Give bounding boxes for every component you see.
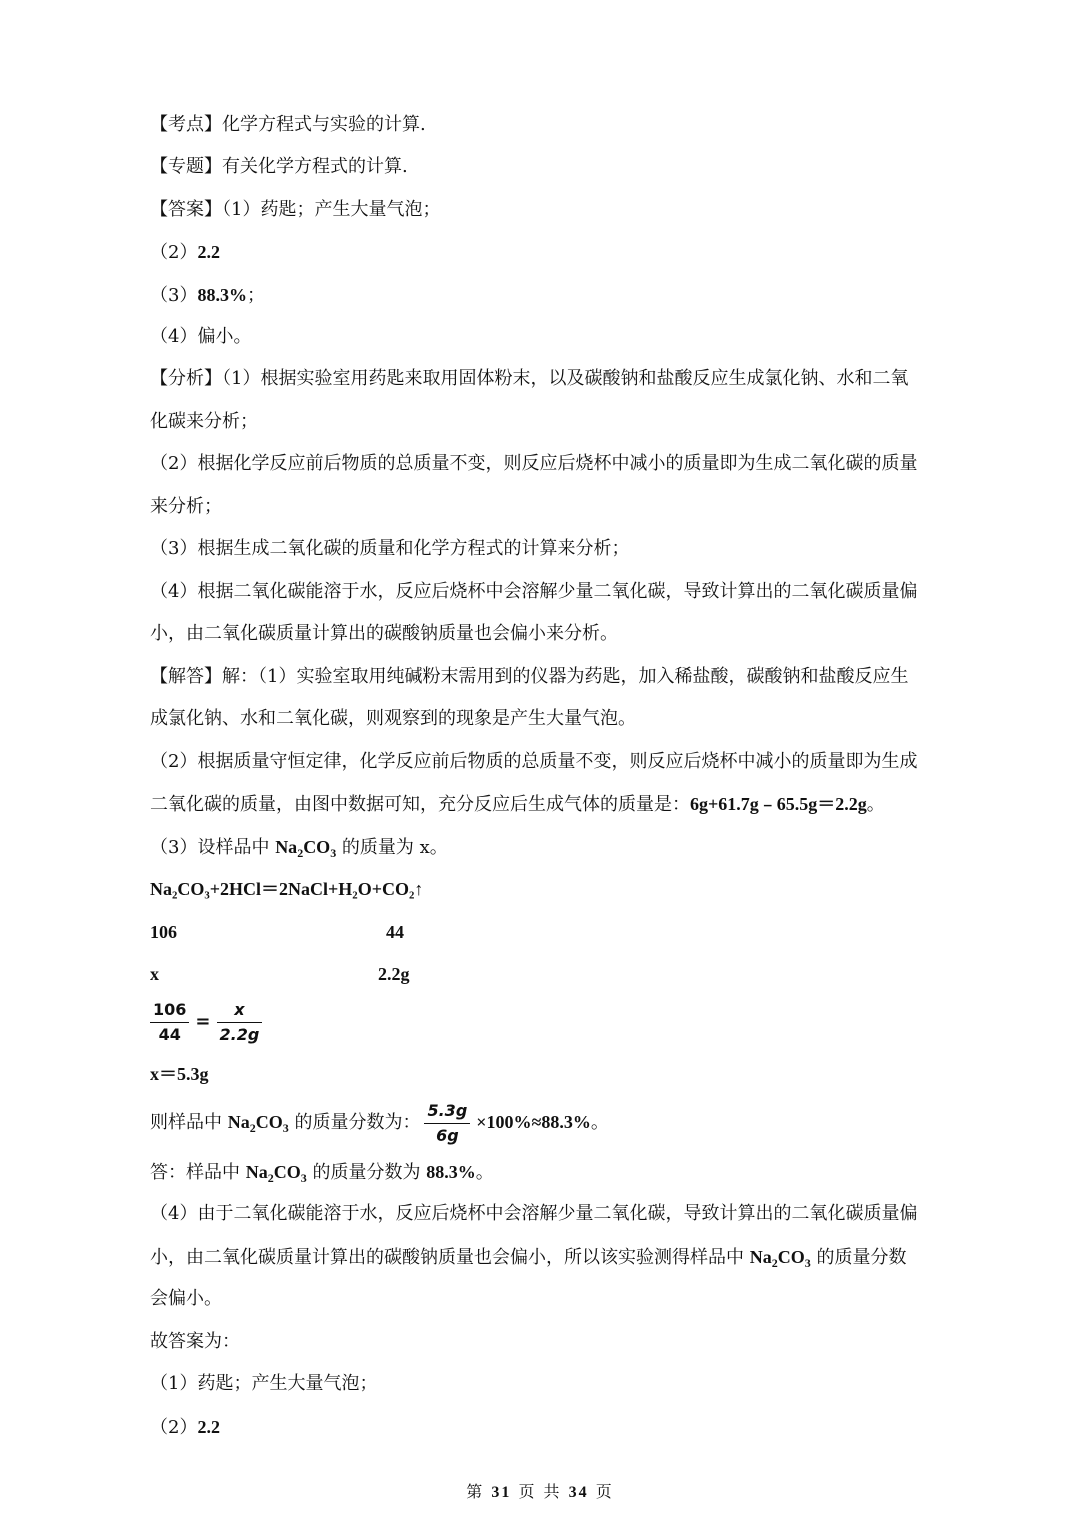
answer-3-suffix: ； [246,285,265,306]
mass-fraction-mid: 的质量分数为： [288,1112,421,1133]
footer-text-3: 页 [588,1482,614,1501]
na2co3-formula: $Na_2CO_3$ [749,1247,811,1270]
assume-line [150,835,960,860]
ratio-row-2 [150,962,960,986]
conclusion-line [150,1160,960,1185]
answer-3-prefix: （3） [150,285,198,306]
solution-4-end: 的质量分数 [810,1247,907,1268]
answer-3-value: 88.3% [197,285,247,305]
mass-fraction-text: 则样品中 [150,1112,228,1133]
analysis-line-3: （2）根据化学反应前后物质的总质量不变，则反应后烧杯中减小的质量即为生成二氧化碳的质量 [150,453,918,474]
ratio-left-bot: x [150,964,159,984]
page-footer [0,1481,1080,1504]
footer-text-1: 第 [466,1482,492,1501]
solution-4-text: 小，由二氧化碳质量计算出的碳酸钠质量也会偏小，所以该实验测得样品中 [150,1247,750,1268]
analysis-line-2: 化碳来分析； [150,411,258,432]
chemical-equation: Na₂CO₃+2HCl＝2NaCl+H₂O+CO₂↑ [150,879,424,899]
answer-line-3 [150,283,960,308]
solution-4-line-3: 会偏小。 [150,1288,222,1309]
ratio-left-top: 106 [150,922,177,942]
analysis-line-1: 【分析】（1）根据实验室用药匙来取用固体粉末，以及碳酸钠和盐酸反应生成氯化钠、水和二氧 [150,368,909,389]
analysis-line-4: 来分析； [150,496,222,517]
zhuanti-line: 【专题】有关化学方程式的计算. [150,156,408,177]
final-answer-1: （1）药匙；产生大量气泡； [150,1373,378,1394]
analysis-line-6: （4）根据二氧化碳能溶于水，反应后烧杯中会溶解少量二氧化碳，导致计算出的二氧化碳质量偏 [150,581,918,602]
equals-sign: = [195,1011,211,1032]
solution-4-line-1: （4）由于二氧化碳能溶于水，反应后烧杯中会溶解少量二氧化碳，导致计算出的二氧化碳质量偏 [150,1203,918,1224]
solution-line-1: 【解答】解：（1）实验室取用纯碱粉末需用到的仪器为药匙，加入稀盐酸，碳酸钠和盐酸反应生 [150,666,909,687]
conclusion-text: 答：样品中 [150,1162,246,1183]
na2co3-formula: $Na_2CO_3$ [245,1162,307,1185]
mass-diff-value: 6g+61.7g﹣65.5g＝2.2g [690,794,867,814]
answer-2-prefix: （2） [150,242,198,263]
solution-line-4 [150,792,960,817]
percent-end: 。 [590,1112,609,1133]
analysis-line-7: 小，由二氧化碳质量计算出的碳酸钠质量也会偏小来分析。 [150,623,618,644]
conclusion-end: 。 [475,1162,494,1183]
solution-line-2: 成氯化钠、水和二氧化碳，则观察到的现象是产生大量气泡。 [150,708,636,729]
final-answer-heading: 故答案为： [150,1331,240,1352]
final-answer-2 [150,1415,960,1440]
assume-end: 的质量为 x。 [336,837,448,858]
final-answer-2-prefix: （2） [150,1417,198,1438]
mass-fraction-line [150,1096,960,1152]
solve-line: x＝5.3g [150,1064,209,1084]
solution-line-3: （2）根据质量守恒定律，化学反应前后物质的总质量不变，则反应后烧杯中减小的质量即为生成 [150,751,918,772]
fraction-5.3g-6g: $\frac{5.3g}{6g}$ [424,1101,470,1146]
answer-line-4: （4）偏小。 [150,326,252,347]
na2co3-formula: $Na_2CO_3$ [227,1112,289,1135]
percent-result: ×100%≈88.3% [476,1112,591,1132]
total-page-number: 34 [568,1484,589,1501]
kaodian-line: 【考点】化学方程式与实验的计算. [150,114,426,135]
ratio-right-bot: 2.2g [378,964,410,984]
conclusion-value: 88.3% [426,1162,476,1182]
solution-4-line-2 [150,1245,960,1270]
assume-text: （3）设样品中 [150,837,276,858]
answer-line-2 [150,240,960,265]
ratio-right-top: 44 [386,922,404,942]
fraction-x-2.2g: $\frac{x}{2.2g}$ [217,1000,263,1045]
analysis-line-5: （3）根据生成二氧化碳的质量和化学方程式的计算来分析； [150,538,630,559]
document-page [150,0,960,1527]
mass-diff-end: 。 [866,794,885,815]
ratio-row-1 [150,920,960,944]
current-page-number: 31 [491,1484,512,1501]
fraction-106-44: $\frac{106}{44}$ [150,1000,189,1045]
answer-line-1: 【答案】（1）药匙；产生大量气泡； [150,199,441,220]
mass-diff-text: 二氧化碳的质量，由图中数据可知，充分反应后生成气体的质量是： [150,794,690,815]
footer-text-2: 页 共 [511,1482,569,1501]
answer-2-value: 2.2 [197,242,220,262]
conclusion-mid: 的质量分数为 [306,1162,427,1183]
final-answer-2-value: 2.2 [197,1417,220,1437]
proportion-equation [150,998,960,1050]
na2co3-formula: $Na_2CO_3$ [275,837,337,860]
